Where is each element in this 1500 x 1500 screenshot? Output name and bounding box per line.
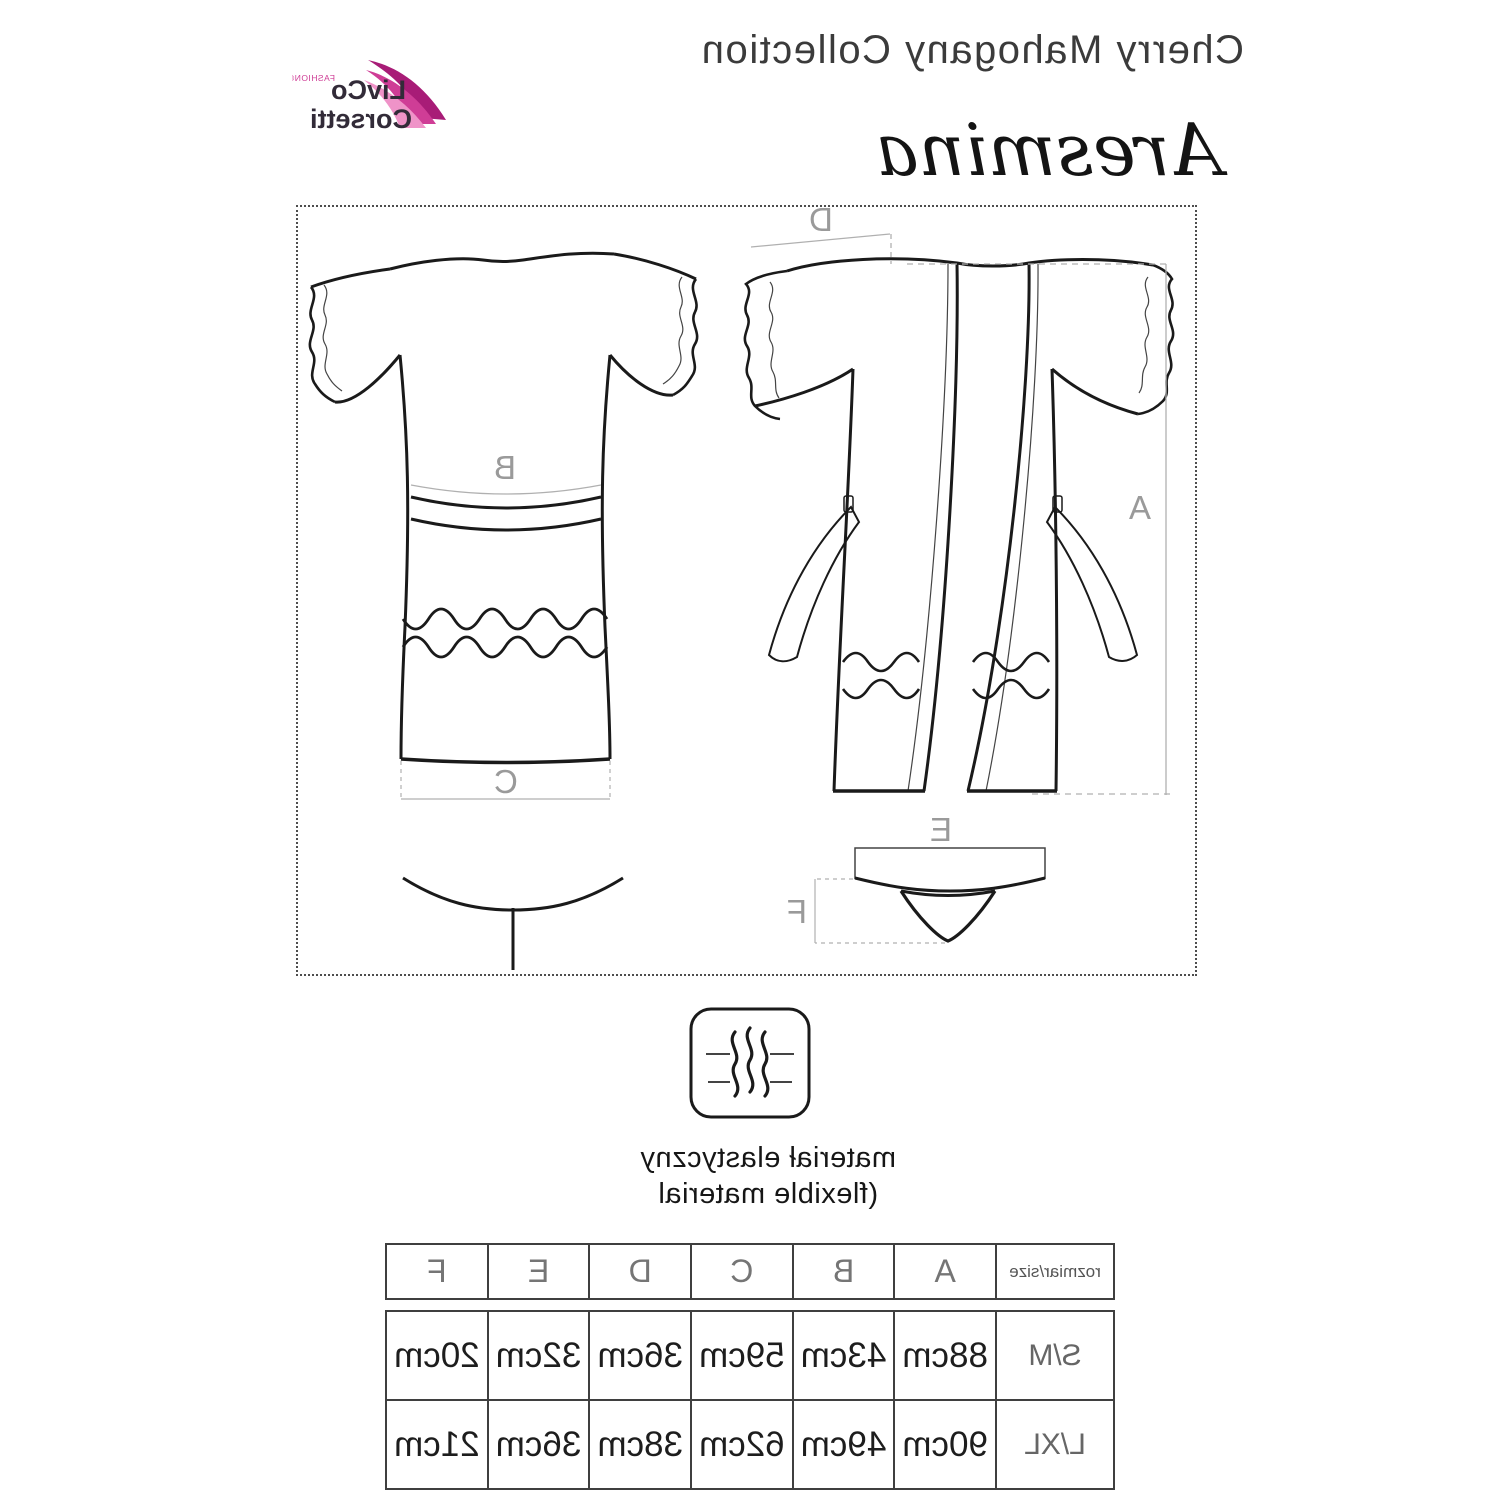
table-cell: 21cm bbox=[386, 1400, 488, 1489]
delicate-fabric-steam-icon bbox=[688, 1006, 812, 1120]
dimension-d bbox=[751, 207, 891, 264]
material-note bbox=[408, 1140, 1128, 1212]
logo-text-fashion: FASHION® bbox=[292, 73, 335, 83]
technical-drawing-frame bbox=[296, 205, 1197, 976]
material-line-english: (flexible material bbox=[657, 1178, 879, 1210]
table-row-lxl bbox=[386, 1400, 1114, 1489]
size-table-body bbox=[385, 1310, 1115, 1490]
thong-front-view bbox=[855, 811, 1045, 941]
gown-left-sleeve-ruffle bbox=[673, 279, 697, 395]
gown-back-view bbox=[310, 253, 697, 762]
header-cell-e: E bbox=[488, 1244, 590, 1299]
collection-title: Cherry Mahogany Collection bbox=[700, 28, 1244, 72]
care-symbol bbox=[688, 1006, 812, 1120]
robe-front-view bbox=[745, 259, 1173, 791]
table-cell: 20cm bbox=[386, 1311, 488, 1400]
header-cell-f: F bbox=[386, 1244, 488, 1299]
product-name: Aresmina bbox=[875, 108, 1222, 192]
header-cell-c: C bbox=[691, 1244, 793, 1299]
table-cell: 43cm bbox=[793, 1311, 895, 1400]
header-cell-a: A bbox=[894, 1244, 996, 1299]
robe-left-sleeve-ruffle bbox=[1138, 265, 1173, 414]
logo-text-corsetti: Corsetti bbox=[309, 104, 412, 134]
size-cell: L/XL bbox=[996, 1400, 1114, 1489]
dimension-c bbox=[401, 761, 610, 800]
size-cell: S/M bbox=[996, 1311, 1114, 1400]
logo-text-livco: LivCo bbox=[330, 75, 406, 105]
table-cell: 49cm bbox=[793, 1400, 895, 1489]
header-cell-d: D bbox=[589, 1244, 691, 1299]
size-table-header bbox=[385, 1243, 1115, 1300]
robe-left-lapel bbox=[968, 263, 1029, 791]
robe-left-tie bbox=[1047, 507, 1137, 661]
gown-right-sleeve-ruffle bbox=[310, 287, 335, 402]
table-header-row bbox=[386, 1244, 1114, 1299]
table-cell: 59cm bbox=[691, 1311, 793, 1400]
table-row-sm bbox=[386, 1311, 1114, 1400]
garment-diagram bbox=[298, 207, 1195, 974]
table-cell: 90cm bbox=[894, 1400, 996, 1489]
table-cell: 36cm bbox=[488, 1400, 590, 1489]
table-cell: 32cm bbox=[488, 1311, 590, 1400]
header-cell-size: rozmiar/size bbox=[996, 1244, 1114, 1299]
robe-right-sleeve-ruffle bbox=[745, 271, 787, 419]
material-line-polish: materiał elastyczny bbox=[639, 1142, 897, 1174]
table-cell: 62cm bbox=[691, 1400, 793, 1489]
header-cell-b: B bbox=[793, 1244, 895, 1299]
brand-logo bbox=[292, 56, 452, 144]
dimension-f-label: F bbox=[786, 893, 807, 930]
table-cell: 36cm bbox=[589, 1311, 691, 1400]
dimension-c-label: C bbox=[494, 763, 518, 800]
table-cell: 88cm bbox=[894, 1311, 996, 1400]
livco-corsetti-logo-icon bbox=[292, 56, 452, 144]
robe-right-lapel bbox=[924, 263, 957, 791]
thong-back-view bbox=[403, 878, 623, 970]
dimension-e-label: E bbox=[929, 811, 953, 848]
gown-waist-measure-line bbox=[411, 485, 601, 494]
dimension-d-label: D bbox=[809, 207, 833, 238]
table-cell: 38cm bbox=[589, 1400, 691, 1489]
dimension-a-label: A bbox=[1128, 489, 1151, 526]
dimension-b-label: B bbox=[493, 449, 517, 486]
